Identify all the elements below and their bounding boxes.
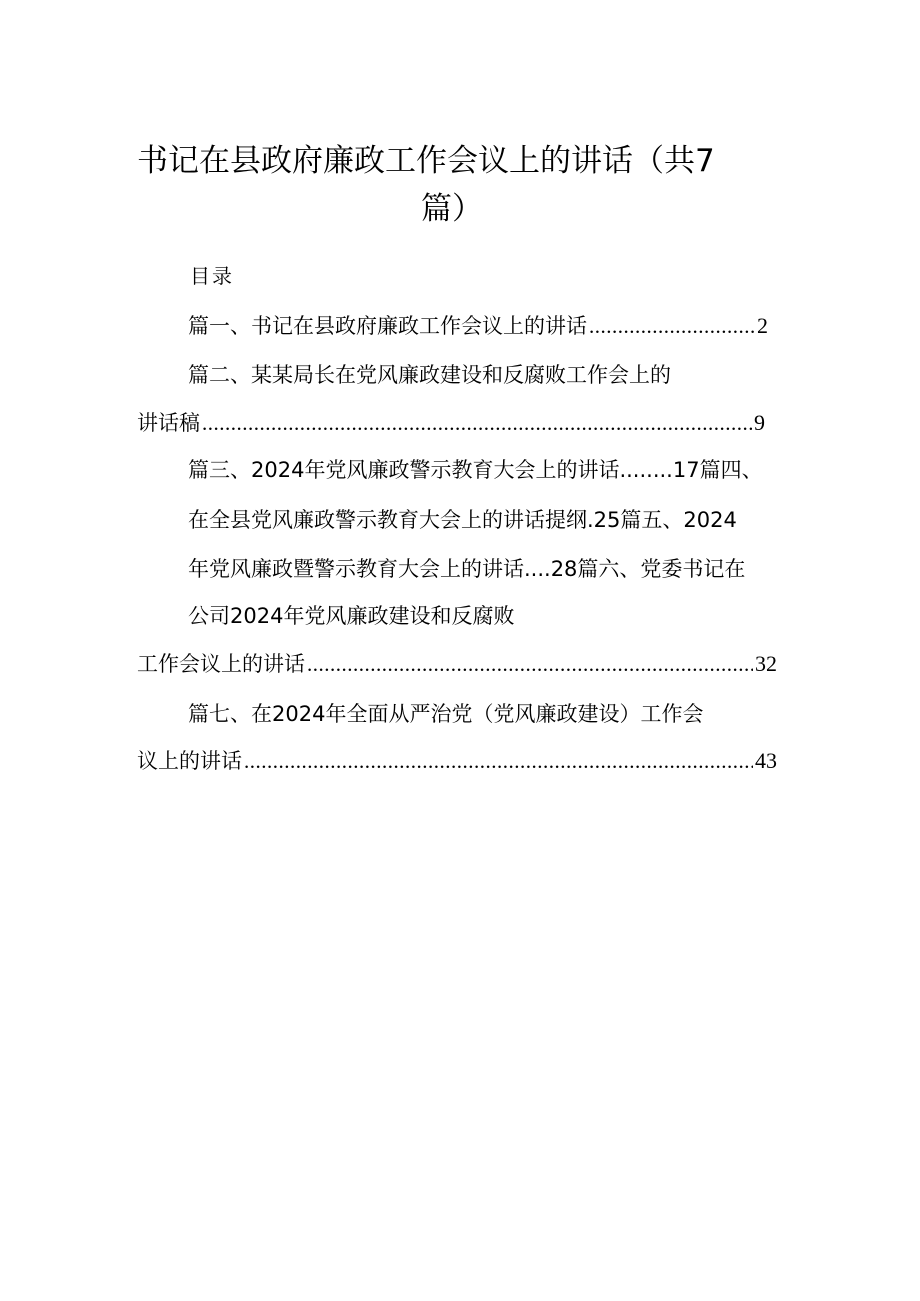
toc-entry-6-page: 32 [755,651,777,676]
document-title-line-1: 书记在县政府廉政工作会议上的讲话（共7 [137,143,715,179]
toc-entry-2-page: 9 [754,410,765,435]
toc-line-6[interactable]: 公司2024年党风廉政建设和反腐败 [188,604,515,628]
toc-entry-2-text: 讲话稿 [137,411,200,435]
toc-leader-dots [202,408,752,438]
toc-entry-6-text: 工作会议上的讲话 [137,652,305,676]
toc-entry-1-text: 篇一、书记在县政府廉政工作会议上的讲话 [188,314,587,338]
toc-line-4[interactable]: 在全县党风廉政警示教育大会上的讲话提纲.25篇五、2024 [188,508,737,532]
toc-entry-1[interactable] [188,311,768,341]
toc-entry-2-line-2[interactable] [137,408,765,438]
toc-heading: 目录 [190,264,234,288]
toc-leader-dots [589,311,755,341]
toc-entry-7-line-2[interactable] [137,746,777,776]
toc-leader-dots [244,746,753,776]
document-title-line-2: 篇） [421,191,483,227]
toc-line-3[interactable]: 篇三、2024年党风廉政警示教育大会上的讲话........17篇四、 [188,458,763,482]
toc-line-5[interactable]: 年党风廉政暨警示教育大会上的讲话....28篇六、党委书记在 [188,557,746,581]
toc-entry-2-line-1[interactable]: 篇二、某某局长在党风廉政建设和反腐败工作会上的 [188,363,671,387]
toc-leader-dots [307,649,753,679]
toc-entry-6-line-2[interactable] [137,649,777,679]
toc-entry-7-line-1[interactable]: 篇七、在2024年全面从严治党（党风廉政建设）工作会 [188,702,704,726]
toc-entry-7-text: 议上的讲话 [137,749,242,773]
toc-entry-1-page: 2 [757,313,768,338]
toc-entry-7-page: 43 [755,748,777,773]
